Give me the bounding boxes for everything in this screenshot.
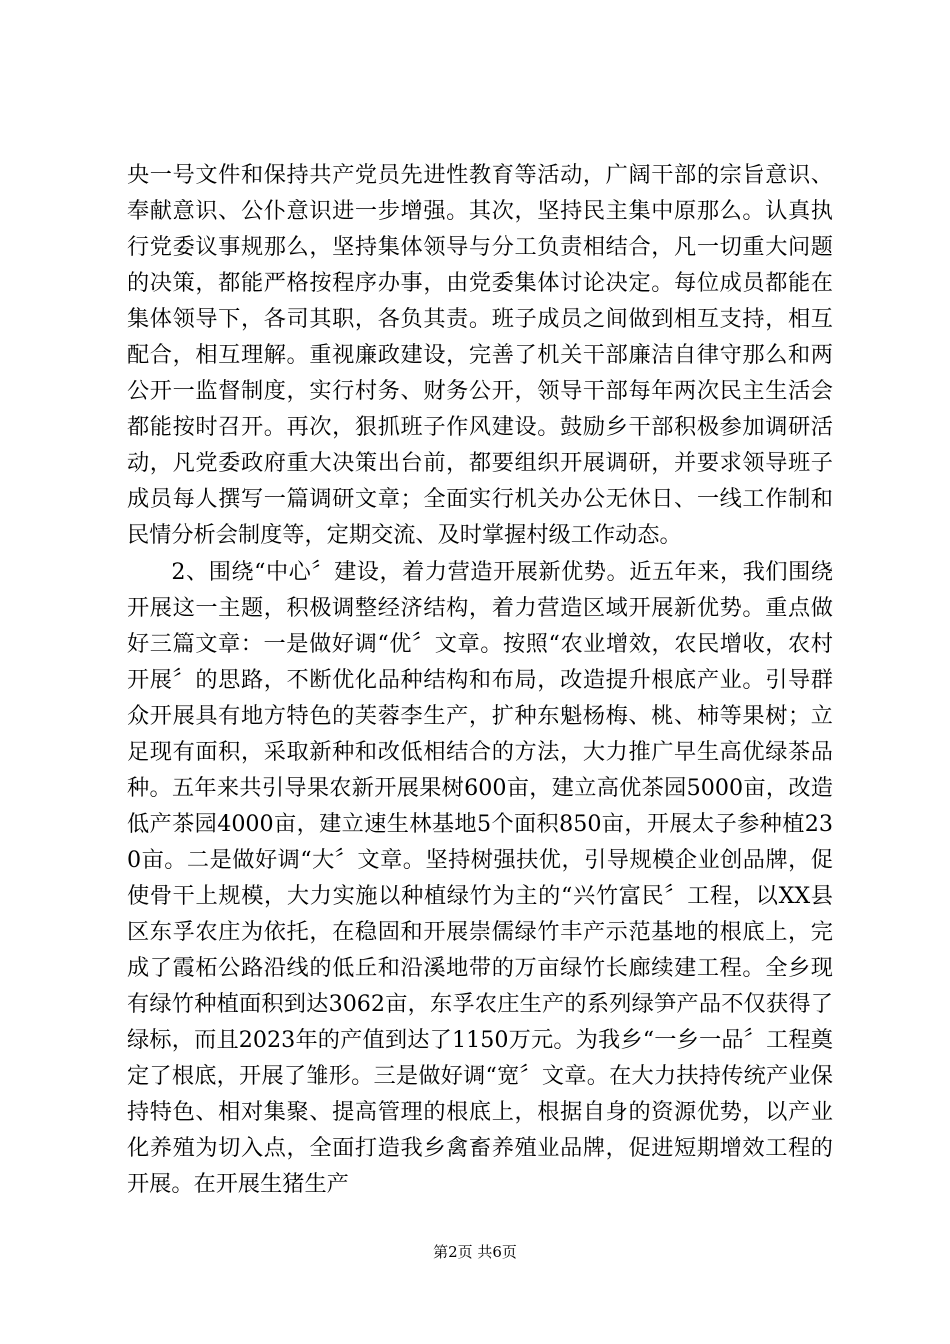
- page-footer: [0, 1242, 950, 1262]
- paragraph-1: 央一号文件和保持共产党员先进性教育等活动，广阔干部的宗旨意识、奉献意识、公仆意识进一步增强。其次，坚持民主集中原那么。认真执行党委议事规那么，坚持集体领导与分工负责相结合，凡一切重大问题的决策，都能严格按程序办事，由党委集体讨论决定。每位成员都能在集体领导下，各司其职，各负其责。班子成员之间做到相互支持，相互配合，相互理解。重视廉政建设，完善了机关干部廉洁自律守那么和两公开一监督制度，实行村务、财务公开，领导干部每年两次民主生活会都能按时召开。再次，狠抓班子作风建设。鼓励乡干部积极参加调研活动，凡党委政府重大决策出台前，都要组织开展调研，并要求领导班子成员每人撰写一篇调研文章；全面实行机关办公无休日、一线工作制和民情分析会制度等，定期交流、及时掌握村级工作动态。: [127, 162, 833, 549]
- document-body: [127, 157, 833, 1202]
- paragraph-2: 2、围绕“中心〞建设，着力营造开展新优势。近五年来，我们围绕开展这一主题，积极调整经济结构，着力营造区域开展新优势。重点做好三篇文章：一是做好调“优〞文章。按照“农业增效，农民增收，农村开展〞的思路，不断优化品种结构和布局，改造提升根底产业。引导群众开展具有地方特色的芙蓉李生产，扩种东魁杨梅、桃、柿等果树；立足现有面积，采取新种和改低相结合的方法，大力推广早生高优绿茶品种。五年来共引导果农新开展果树600亩，建立高优茶园5000亩，改造低产茶园4000亩，建立速生林基地5个面积850亩，开展太子参种植230亩。二是做好调“大〞文章。坚持树强扶优，引导规模企业创品牌，促使骨干上规模，大力实施以种植绿竹为主的“兴竹富民〞工程，以XX县区东孚农庄为依托，在稳固和开展崇儒绿竹丰产示范基地的根底上，完成了霞柘公路沿线的低丘和沿溪地带的万亩绿竹长廊续建工程。全乡现有绿竹种植面积到达3062亩，东孚农庄生产的系列绿笋产品不仅获得了绿标，而且2023年的产值到达了1150万元。为我乡“一乡一品〞工程奠定了根底，开展了雏形。三是做好调“宽〞文章。在大力扶持传统产业保持特色、相对集聚、提高管理的根底上，根据自身的资源优势，以产业化养殖为切入点，全面打造我乡禽畜养殖业品牌，促进短期增效工程的开展。在开展生猪生产: [127, 558, 833, 1198]
- page-number: 第2页 共6页: [433, 1243, 517, 1261]
